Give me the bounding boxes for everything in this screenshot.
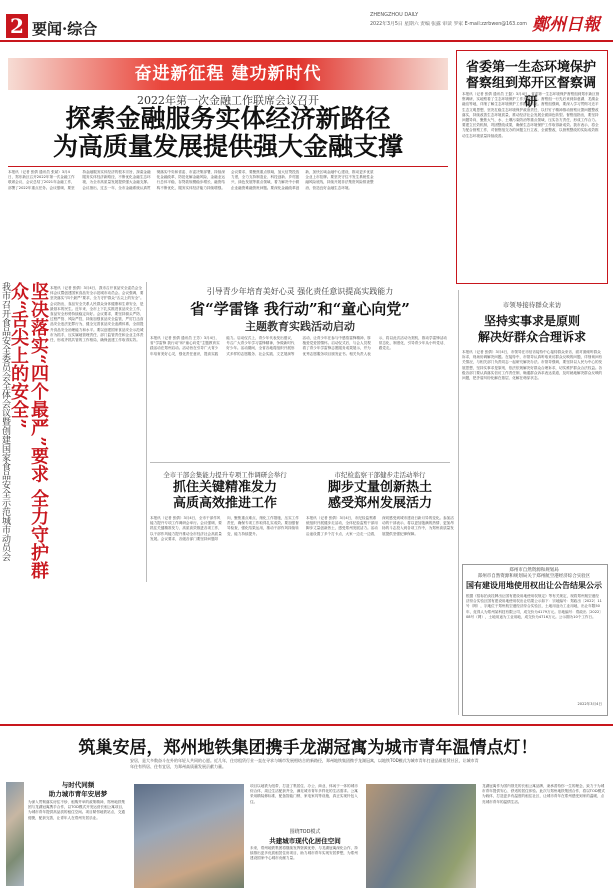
bottom-mid-kicker: 围绕TOD模式 <box>289 829 321 835</box>
middle-article-body: 本报讯（记者 张倩 通讯员 王芳）3月4日，省“学雷锋 我行动”和“童心向党”主题教育实践活动在郑州启动。活动旨在引导广大青少年培育美好心灵，强化责任意识，提高实践能力。启动仪式上，青少年代表发出倡议，号召广大青少年学习雷锋精神，争做新时代好少年。活动期间，全省各地将组织开展形式多样的志愿服务、社会实践、文艺展演等活动，让青少年在参与中感悟雷锋精神，厚植爱党爱国情怀。启动仪式后，与会人员观看了青少年学雷锋志愿服务成果展示，并为优秀志愿服务项目颁发证书。相关负责人表示，将以此次活动为契机，推动学雷锋活动常态化、制度化，引导青少年从小听党话、跟党走。 <box>150 336 448 356</box>
notice-headline: 国有建设用地使用权出让公告结果公示 <box>466 581 602 590</box>
vertical-headline: 坚决落实“四个最严”要求 全力守护群众“舌尖上的安全” <box>8 282 49 579</box>
main-article-body: 本报讯（记者 张倩 通讯员 张斌）3月4日，郑东新区召开2022年第一次金融工作联席会议，会议总结了2021年金融工作，部署了2022年重点任务。会议强调，要坚持金融服务实体经济的根本宗旨，探索金融服务实体经济新路径，不断优化金融生态环境，为全市高质量发展提供强大金融支撑。会议指出，过去一年，全市金融系统认真贯彻落实中央和省委、市委决策部署，持续深化金融改革，防范化解金融风险，金融业运行总体平稳，存贷款规模稳步增长，融资结构不断优化，服务实体经济能力持续增强。会议要求，要聚焦重点领域，加大信贷投放力度，全力支持制造业、科技创新、乡村振兴、绿色发展等重点领域，着力解决中小微企业融资难融资贵问题。要深化金融改革创新，加快区域金融中心建设，推动更多优质企业上市挂牌。要坚决守住不发生系统性金融风险底线，持续开展非法集资风险排查整治，营造良好金融生态环境。 <box>8 170 374 190</box>
right-top-headline-line1: 省委第一生态环境保护 <box>465 60 596 75</box>
notice-body: 根据《招标拍卖挂牌出让国有建设用地使用权规定》等有关规定，现将郑州航空港经济综合实验区国有建设用地使用权出让结果公示如下：宗地编号：郑政出〔2022〕11号（网），宗地位于郑州航空港经济综合实验区，土地用途为工业用地，出让年限50年，竞得人为郑州某科技有限公司，成交价为4179万元。宗地编号：郑政出〔2022〕08号（网），土地用途为工业用地，成交价为4716万元。公示期为10个工作日。 <box>466 594 602 619</box>
bottom-headline: 筑巢安居，郑州地铁集团携手龙湖冠寓为城市青年温情点灯！ <box>78 738 538 758</box>
middle-subhead: 主题教育实践活动启动 <box>245 320 355 333</box>
right-mid-kicker: 市领导接待群众来访 <box>502 301 562 309</box>
main-kicker: 2022年第一次金融工作联席会议召开 <box>137 94 319 107</box>
article-bl-body: 本报讯（记者 张倩）3月4日，全市干部作风能力提升专项工作调研会举行。会议强调，要抓住关键精准发力，高质高效推进各项工作，以干部作风能力提升推动全市经济社会高质量发展。会议要求，各级各部门要坚持问题导向，聚焦重点难点，细化工作措施，压实工作责任，确保专项工作取得扎实成效。要加强督导检查，强化结果运用，推动干部作风持续转变，能力持续提升。 <box>150 516 299 541</box>
newspaper-logo: 鄭州日報 <box>532 15 600 35</box>
header-divider <box>0 40 613 42</box>
right-mid-headline-line1: 坚持实事求是原则 <box>483 314 580 328</box>
right-top-headline-line2: 督察组到郑开区督察调研 <box>465 76 596 110</box>
main-divider <box>8 166 448 167</box>
right-column-divider <box>458 290 459 715</box>
right-mid-body: 本报讯（记者 张倩）3月4日，市领导在市信访接待中心接待群众来访，面对面倾听群众诉求，现场协调解决问题。在接待中，市领导认真听取来访群众反映的问题，详细询问有关情况，与相关部门负责同志一起研究解决办法。市领导强调，要坚持以人民为中心的发展思想，坚持实事求是原则，依法依规解决好群众合理诉求，切实维护群众合法权益。各级各部门要认真落实信访工作责任制，畅通群众诉求表达渠道，及时就地解决群众反映的问题，把矛盾纠纷化解在基层、化解在萌芽状态。 <box>462 350 603 381</box>
notice-date: 2022年3月4日 <box>577 702 602 706</box>
notice-kicker1: 郑州市自然资源和规划局 <box>509 568 559 573</box>
bottom-left-subhead1: 与时代同频 <box>61 781 95 789</box>
middle-divider <box>150 462 450 463</box>
date-line: 2022年3月5日 星期六 责编 张露 审读 罗家 E-mail:zzrbwen@163.com <box>370 22 527 27</box>
article-bm-headline-line1: 脚步丈量创新热土 <box>327 480 432 495</box>
bottom-lead: 安居，是大多数奋斗在外的年轻人共同的心愿。近几年，住房租赁行业一直在寻求与城市发展相结合的新路径，郑州地铁集团携手龙湖冠寓，以地铁TOD模式为城市青年打造品质租赁社区，让城市青年住有所居、住有宜居，为郑州高质量发展贡献力量。 <box>130 758 479 769</box>
right-mid-headline-line2: 解决好群众合理诉求 <box>477 330 586 344</box>
bottom-divider <box>0 724 613 726</box>
vertical-article-body: 本报讯（记者 张倩）3月4日，我市召开食品安全委员会全体会议暨创建国家食品安全示范城市动员会。会议强调，要坚决落实“四个最严”要求，全力守护群众“舌尖上的安全”。会议指出，食品安全关系人民群众身体健康和生命安全，是最基本的民生。近年来，全市上下扎实推进食品安全工作，食品安全形势持续稳定向好。会议要求，要坚持源头严防、过程严管、风险严控，持续加强食品安全监管，严厉打击食品安全违法犯罪行为，健全完善食品安全追溯体系，全面提升食品安全治理能力和水平。要以创建国家食品安全示范城市为抓手，压实属地管理责任、部门监管责任和企业主体责任，形成齐抓共管的工作格局，确保创建工作取得实效。 <box>50 286 144 343</box>
bottom-mid-body2: 未来，郑州地铁集团将继续发挥资源优势，与龙湖冠寓深化合作，持续推出更多优质租赁住房项目，助力城市青年实现安居梦想，为郑州建设国家中心城市贡献力量。 <box>250 846 358 861</box>
article-bm-body: 本报讯（记者 张倩）3月4日，市纪检监察系统组织开展健步走活动，全体纪检监察干部用脚步丈量创新热土，感受郑州发展活力。活动沿途设置了多个打卡点，大家一边走一边看，深切感受到城市建设日新月异的变化。参加活动的干部表示，将以更加饱满的热情、更加昂扬的斗志投入到各项工作中，为郑州高质量发展提供坚强纪律保障。 <box>306 516 454 536</box>
right-top-body: 本报讯（记者 张倩 通讯员 王磊）3月4日，省委第一生态环境保护督察组到郑东新区督察调研，实地察看了生态环境保护工作开展情况。督察组一行先后来到如意湖、龙湖金融岛等地，详细了解生态环境保护工作推进情况。督察组强调，要深入学习贯彻习近平生态文明思想，坚决扛稳生态环境保护政治责任，以钉钉子精神推动督察反馈问题整改落实，持续改善生态环境质量，推动经济社会发展全面绿色转型。督察组指出，要坚持问题导向，聚焦大气、水、土壤污染防治等重点领域，压实各方责任，形成工作合力。要建立长效机制，巩固整改成果，确保生态环境保护工作取得新成效。我市表示，将全力配合督察工作，对督察组交办的问题立行立改、全面整改，以督察整改的实际成效推动生态环境质量持续改善。 <box>462 92 600 138</box>
bottom-left-body: 为深入贯彻落实房住不炒、租购并举的政策精神，郑州地铁集团与龙湖冠寓携手合作，以TOD模式开发运营长租公寓项目，为城市青年提供高品质的租住空间。项目紧邻地铁站点，交通便捷，配套完善，让青年人在郑州安居乐业。 <box>28 800 126 820</box>
bottom-photo-left <box>6 782 24 886</box>
middle-headline: 省“学雷锋 我行动”和“童心向党” <box>190 300 410 318</box>
section-title: 要闻·综合 <box>32 20 98 38</box>
notice-kicker2: 郑州市自然资源和规划局关于郑州航空港经济综合实验区 <box>477 574 591 579</box>
banner-slogan: 奋进新征程 建功新时代 <box>134 64 322 84</box>
bottom-photo-center-left <box>134 784 244 888</box>
vertical-subhead: 我市召开食品安全委员会全体会议暨创建国家食品安全示范城市动员会 <box>0 282 10 561</box>
paper-english-name: ZHENGZHOU DAILY <box>370 12 419 18</box>
article-bl-headline-line1: 抓住关键精准发力 <box>172 480 277 495</box>
main-headline-line1: 探索金融服务实体经济新路径 <box>65 104 391 133</box>
bottom-mid-headline: 共建城市现代化居住空间 <box>269 837 341 845</box>
article-bm-kicker: 市纪检监察干部健步走活动举行 <box>334 471 426 479</box>
article-bm-headline-line2: 感受郑州发展活力 <box>327 496 432 511</box>
bottom-left-subhead2: 助力城市青年安居梦 <box>48 790 108 798</box>
page-number: 2 <box>6 14 28 38</box>
bottom-right-body: 龙湖冠寓作为国内领先的长租公寓品牌，秉承善待你一生的理念，致力于为城市青年提供安心、舒适的居住体验。此次与郑州地铁集团合作，将以TOD模式为载体，打造更多有温度的租住社区，让城市青年在郑州感受到家的温暖，点亮城市青年的温情生活。 <box>482 784 605 804</box>
article-bl-headline-line2: 高质高效推进工作 <box>172 496 277 511</box>
bottom-photo-right <box>366 784 476 888</box>
bottom-mid-body: 项目以地铁为纽带，打造了集居住、办公、商业、休闲于一体的城市综合体，周边生活配套齐全，满足城市青年多样化的生活需求。公寓采用精装修标准，配备智能门锁、家电家具等设施，真正实现拎包入住。 <box>250 784 358 804</box>
article-bl-kicker: 全市干部会集能力提升专项工作调研会举行 <box>163 471 287 479</box>
column-divider <box>146 282 147 582</box>
main-headline-line2: 为高质量发展提供强大金融支撑 <box>52 132 403 161</box>
middle-kicker: 引导青少年培育美好心灵 强化责任意识提高实践能力 <box>206 287 394 296</box>
